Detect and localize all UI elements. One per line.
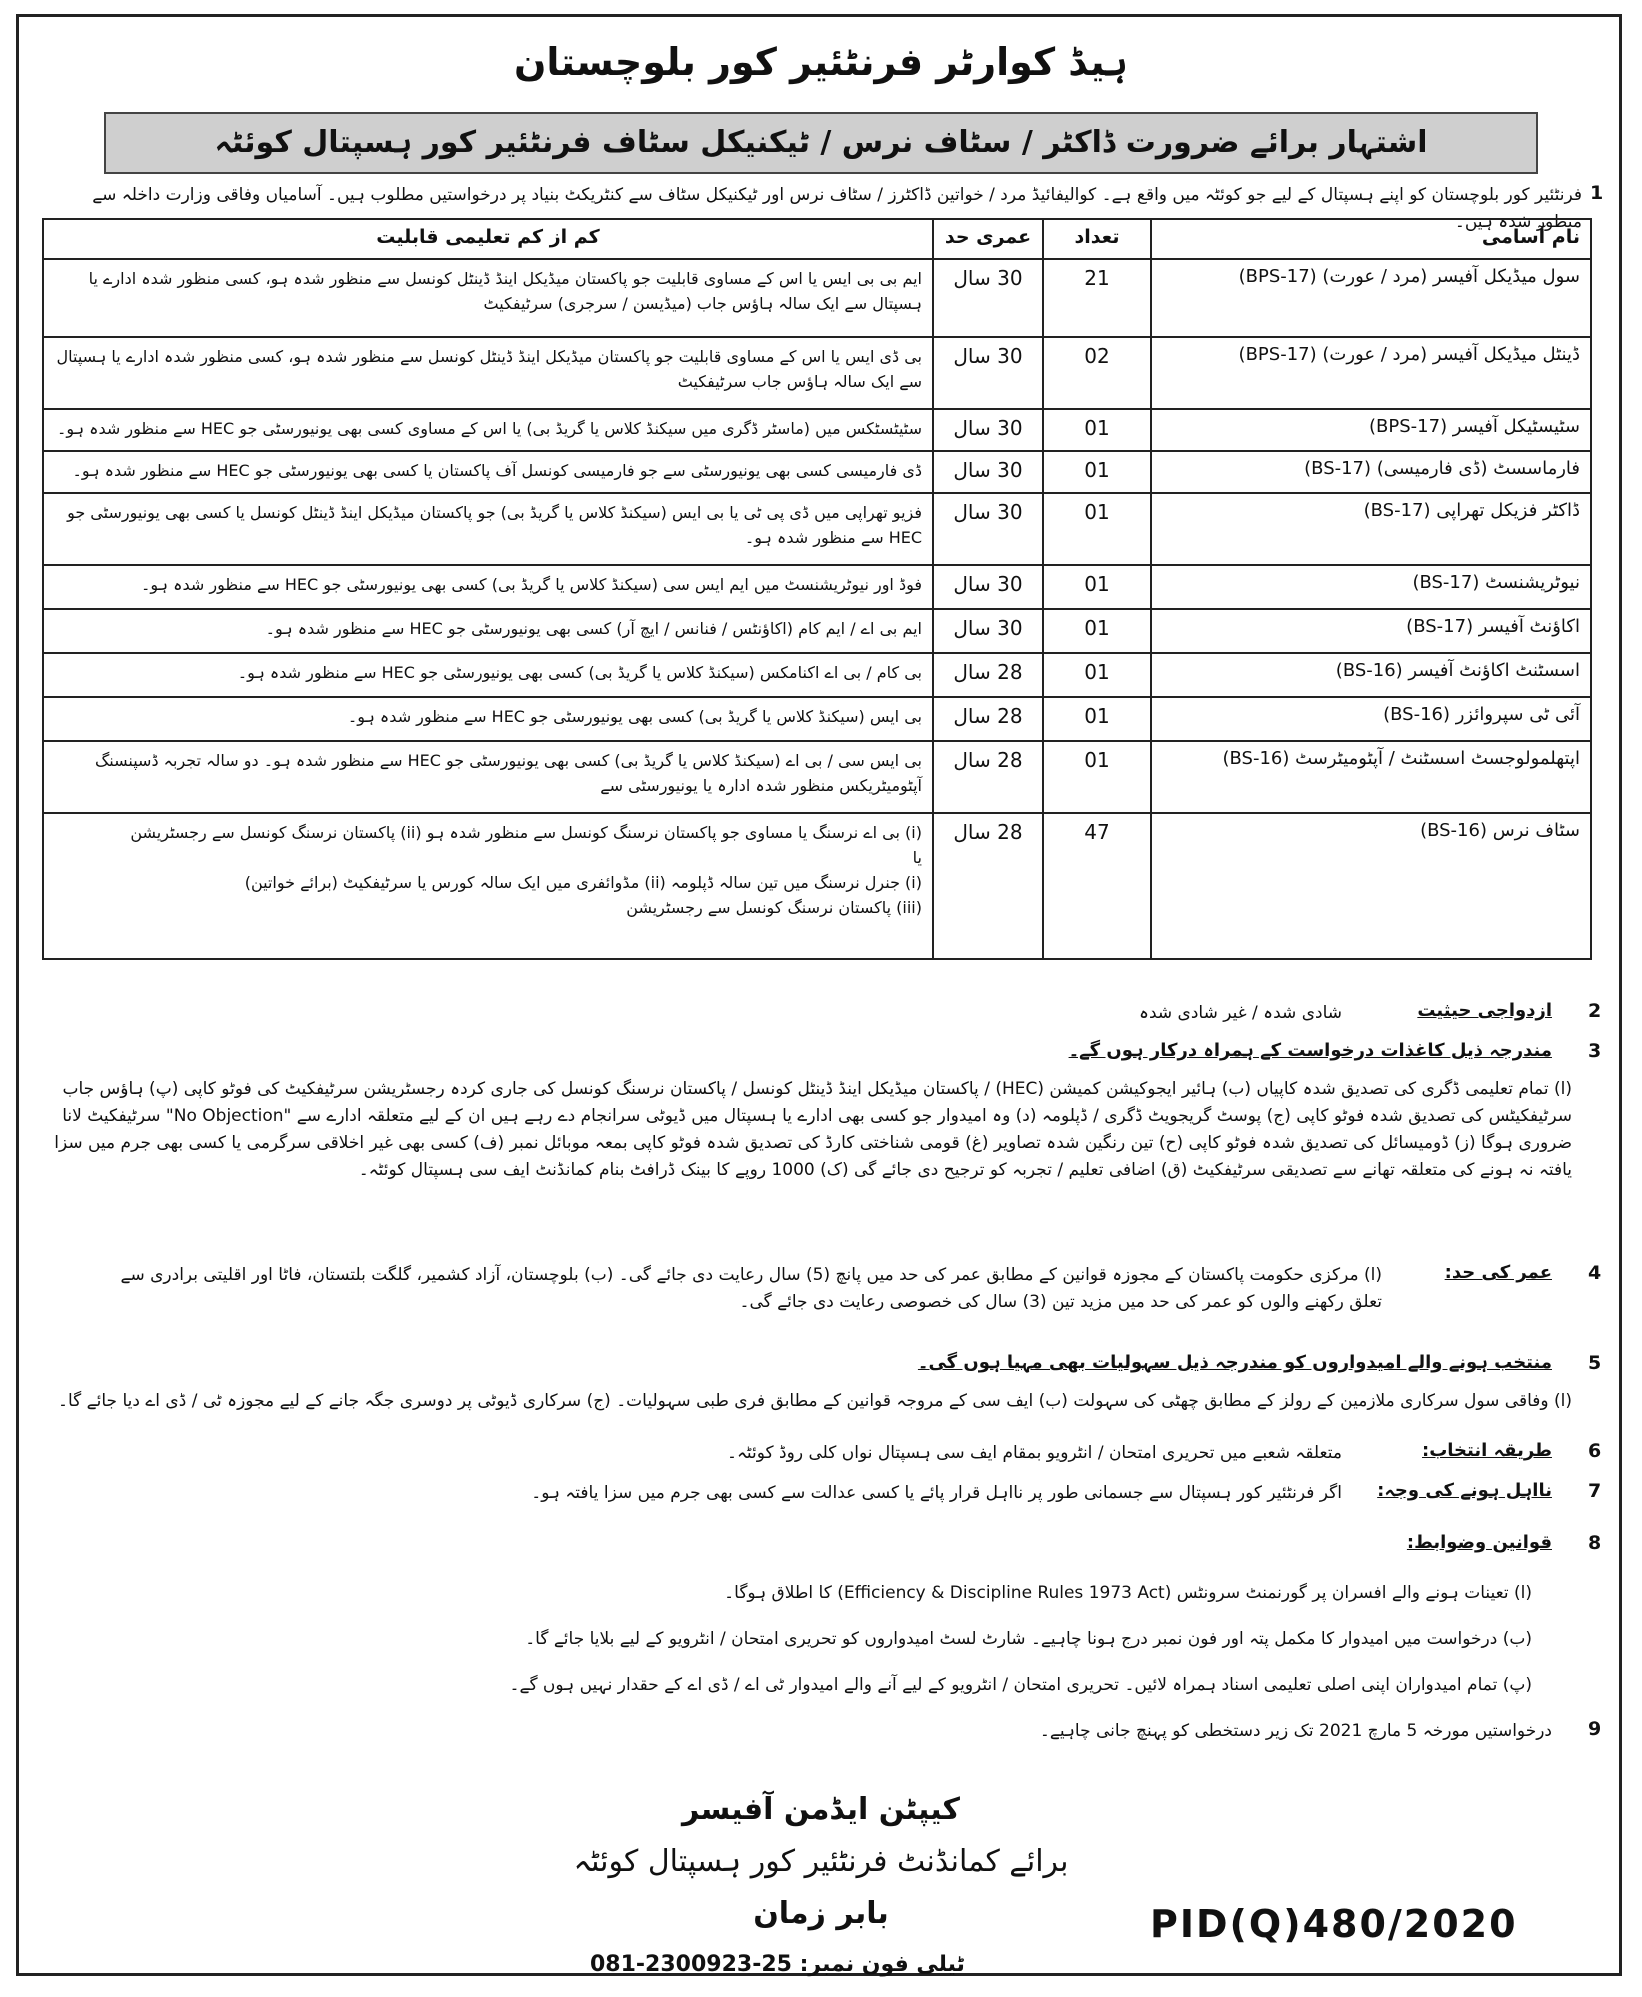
- cell-count: 01: [1043, 609, 1151, 653]
- table-row: [43, 409, 1591, 451]
- cell-qualification: فزیو تھراپی میں ڈی پی ٹی یا بی ایس (سیکنڈ کلاس یا گریڈ بی) جو پاکستان میڈیکل اینڈ ڈینٹل کونسل یا کسی بھی یونیورسٹی جو HEC سے منظور شدہ ہو۔: [43, 493, 933, 565]
- section-text: متعلقہ شعبے میں تحریری امتحان / انٹرویو بمقام ایف سی ہسپتال نواں کلی روڈ کوئٹہ۔: [726, 1443, 1342, 1463]
- section-text: (ا) تمام تعلیمی ڈگری کی تصدیق شدہ کاپیاں (ب) ہائیر ایجوکیشن کمیشن (HEC) / پاکستان میڈیکل اینڈ ڈینٹل کونسل / پاکستان نرسنگ کونسل کی جاری کردہ رجسٹریشن سرٹیفکیٹ کی فوٹو کاپی (پ) ہاؤس جاب سرٹیفکیٹس کی تصدیق شدہ فوٹو کاپی (ج) پوسٹ گریجویٹ ڈگری / ڈپلومہ (د) وہ امیدوار جو کسی بھی ادارے یا ہسپتال میں ڈیوٹی سرانجام دے رہے ہیں ان کے لیے متعلقہ ادارے سے "No Objection" سرٹیفکیٹ لانا ضروری ہوگا (ز) ڈومیسائل کی تصدیق شدہ فوٹو کاپی (ح) تین رنگین شدہ تصاویر (غ) قومی شناختی کارڈ کی تصدیق شدہ فوٹو کاپی بمعہ موبائل نمبر (ف) کسی بھی غیر اخلاقی سرگرمی یا کسی بھی جرم میں سزا یافتہ نہ ہونے کی متعلقہ تھانے سے تصدیقی سرٹیفکیٹ (ق) اضافی تعلیم / تجربہ کو ترجیح دی جائے گی (ک) 1000 روپے کا بینک ڈرافٹ بنام کمانڈنٹ ایف سی ہسپتال کوئٹہ۔: [54, 1079, 1572, 1180]
- cell-age: 28 سال: [933, 653, 1043, 697]
- vacancy-table: [42, 218, 1592, 960]
- cell-count: 01: [1043, 451, 1151, 493]
- table-row: [43, 813, 1591, 959]
- section-number: 6: [1588, 1440, 1602, 1462]
- section-number: 7: [1588, 1480, 1602, 1502]
- section-label: ازدواجی حیثیت: [1417, 1000, 1552, 1021]
- cell-qualification: ایم بی بی ایس یا اس کے مساوی قابلیت جو پاکستان میڈیکل اینڈ ڈینٹل کونسل سے منظور شدہ ہو، کسی منظور شدہ ادارے یا ہسپتال سے ایک سالہ ہاؤس جاب (میڈیسن / سرجری) سرٹیفکیٹ: [43, 259, 933, 337]
- cell-count: 01: [1043, 697, 1151, 741]
- deadline-number: 9: [1588, 1718, 1602, 1740]
- cell-count: 01: [1043, 653, 1151, 697]
- cell-age: 30 سال: [933, 337, 1043, 409]
- cell-post: سٹیسٹیکل آفیسر (BPS-17): [1151, 409, 1591, 451]
- cell-age: 30 سال: [933, 451, 1043, 493]
- table-row: [43, 493, 1591, 565]
- section-number: 3: [1588, 1040, 1602, 1062]
- intro-text: فرنٹئیر کور بلوچستان کو اپنے ہسپتال کے لیے جو کوئٹہ میں واقع ہے۔ کوالیفائیڈ مرد / خواتین ڈاکٹرز / سٹاف نرس اور ٹیکنیکل سٹاف سے کنٹریکٹ بنیاد پر درخواستیں مطلوب ہیں۔ آسامیاں وفاقی وزارت داخلہ سے منظور شدہ ہیں۔: [92, 185, 1582, 232]
- cell-qualification: (i) بی اے نرسنگ یا مساوی جو پاکستان نرسنگ کونسل سے منظور شدہ ہو (ii) پاکستان نرسنگ کونسل سے رجسٹریشن یا (i) جنرل نرسنگ میں تین سالہ ڈپلومہ (ii) مڈوائفری میں ایک سالہ کورس یا سرٹیفکیٹ (برائے خواتین) (iii) پاکستان نرسنگ کونسل سے رجسٹریشن: [43, 813, 933, 959]
- section-number: 8: [1588, 1532, 1602, 1554]
- section-text: اگر فرنٹئیر کور ہسپتال سے جسمانی طور پر نااہل قرار پائے یا کسی عدالت سے کسی بھی جرم میں سزا یافتہ ہو۔: [531, 1483, 1342, 1503]
- cell-count: 21: [1043, 259, 1151, 337]
- phone-number: 081-2300923-25: [590, 1952, 792, 1977]
- cell-post: سٹاف نرس (BS-16): [1151, 813, 1591, 959]
- rule-item: (ب) درخواست میں امیدوار کا مکمل پتہ اور فون نمبر درج ہونا چاہیے۔ شارٹ لسٹ امیدواروں کو تحریری امتحان / انٹرویو کے لیے بلایا جائے گا۔: [525, 1629, 1532, 1649]
- table-row: [43, 741, 1591, 813]
- cell-count: 01: [1043, 565, 1151, 609]
- section-number: 2: [1588, 1000, 1602, 1022]
- cell-post: اکاؤنٹ آفیسر (BS-17): [1151, 609, 1591, 653]
- cell-qualification: بی ڈی ایس یا اس کے مساوی قابلیت جو پاکستان میڈیکل اینڈ ڈینٹل کونسل سے منظور شدہ ہو، کسی منظور شدہ ادارے یا ہسپتال سے ایک سالہ ہاؤس جاب سرٹیفکیٹ: [43, 337, 933, 409]
- section-label: قوانین وضوابط:: [1406, 1532, 1552, 1553]
- cell-age: 28 سال: [933, 741, 1043, 813]
- header-post: نام آسامی: [1151, 219, 1591, 259]
- cell-age: 28 سال: [933, 813, 1043, 959]
- cell-qualification: بی ایس سی / بی اے (سیکنڈ کلاس یا گریڈ بی) کسی بھی یونیورسٹی جو HEC سے منظور شدہ ہو۔ دو سالہ تجربہ ڈسپنسنگ آپٹومیٹریکس منظور شدہ ادارہ یا یونیورسٹی سے: [43, 741, 933, 813]
- cell-post: ڈاکٹر فزیکل تھراپی (BS-17): [1151, 493, 1591, 565]
- table-row: [43, 697, 1591, 741]
- cell-count: 01: [1043, 741, 1151, 813]
- phone-line: [590, 1952, 965, 1977]
- section-label: طریقہ انتخاب:: [1422, 1440, 1552, 1461]
- table-row: [43, 653, 1591, 697]
- signature-for: برائے کمانڈنٹ فرنٹئیر کور ہسپتال کوئٹہ: [573, 1844, 1069, 1879]
- rule-item: (پ) تمام امیدواران اپنی اصلی تعلیمی اسناد ہمراہ لائیں۔ تحریری امتحان / انٹرویو کے لیے آنے والے امیدوار ٹی اے / ڈی اے کے حقدار نہیں ہوں گے۔: [509, 1675, 1532, 1695]
- cell-age: 30 سال: [933, 493, 1043, 565]
- cell-post: سول میڈیکل آفیسر (مرد / عورت) (BPS-17): [1151, 259, 1591, 337]
- cell-qualification: ڈی فارمیسی کسی بھی یونیورسٹی سے جو فارمیسی کونسل آف پاکستان یا کسی بھی یونیورسٹی جو HEC سے منظور شدہ ہو۔: [43, 451, 933, 493]
- rule-item: (ا) تعینات ہونے والے افسران پر گورنمنٹ سرونٹس (Efficiency & Discipline Rules 1973 Act) کا اطلاق ہوگا۔: [724, 1583, 1532, 1603]
- section-text: (ا) مرکزی حکومت پاکستان کے مجوزہ قوانین کے مطابق عمر کی حد میں پانچ (5) سال رعایت دی جائے گی۔ (ب) بلوچستان، آزاد کشمیر، گلگت بلتستان، فاٹا اور اقلیتی برادری سے تعلق رکھنے والوں کو عمر کی حد میں مزید تین (3) سال کی خصوصی رعایت دی جائے گی۔: [120, 1265, 1382, 1312]
- section-number: 5: [1588, 1352, 1602, 1374]
- cell-count: 01: [1043, 409, 1151, 451]
- header-qualification: کم از کم تعلیمی قابلیت: [43, 219, 933, 259]
- cell-age: 30 سال: [933, 259, 1043, 337]
- signature-rank: کیپٹن ایڈمن آفیسر: [682, 1792, 960, 1827]
- pid-reference: PID(Q)480/2020: [1150, 1902, 1518, 1946]
- cell-qualification: فوڈ اور نیوٹریشنسٹ میں ایم ایس سی (سیکنڈ کلاس یا گریڈ بی) کسی بھی یونیورسٹی جو HEC سے منظور شدہ ہو۔: [43, 565, 933, 609]
- cell-age: 30 سال: [933, 609, 1043, 653]
- page-title: ہیڈ کوارٹر فرنٹئیر کور بلوچستان: [513, 40, 1128, 84]
- section-text: (ا) وفاقی سول سرکاری ملازمین کے رولز کے مطابق چھٹی کی سہولت (ب) ایف سی کے مروجہ قوانین کے مطابق فری طبی سہولیات۔ (ج) سرکاری ڈیوٹی پر دوسری جگہ جانے کے لیے مجوزہ ٹی / ڈی اے دیا جائے گا۔: [58, 1391, 1572, 1411]
- cell-qualification: بی ایس (سیکنڈ کلاس یا گریڈ بی) کسی بھی یونیورسٹی جو HEC سے منظور شدہ ہو۔: [43, 697, 933, 741]
- header-age: عمری حد: [933, 219, 1043, 259]
- section-label: منتخب ہونے والے امیدواروں کو مندرجہ ذیل سہولیات بھی مہیا ہوں گی۔: [917, 1352, 1552, 1373]
- table-row: [43, 259, 1591, 337]
- table-row: [43, 337, 1591, 409]
- cell-age: 30 سال: [933, 565, 1043, 609]
- intro-number: 1: [1590, 182, 1604, 204]
- cell-post: آئی ٹی سپروائزر (BS-16): [1151, 697, 1591, 741]
- cell-post: ڈینٹل میڈیکل آفیسر (مرد / عورت) (BPS-17): [1151, 337, 1591, 409]
- table-row: [43, 565, 1591, 609]
- section-number: 4: [1588, 1262, 1602, 1284]
- table-header-row: [43, 219, 1591, 259]
- cell-qualification: ایم بی اے / ایم کام (اکاؤنٹس / فنانس / ایچ آر) کسی بھی یونیورسٹی جو HEC سے منظور شدہ ہو۔: [43, 609, 933, 653]
- phone-label: ٹیلی فون نمبر:: [799, 1952, 965, 1977]
- cell-count: 47: [1043, 813, 1151, 959]
- cell-age: 30 سال: [933, 409, 1043, 451]
- section-label: نااہل ہونے کی وجہ:: [1377, 1480, 1552, 1501]
- section-label: مندرجہ ذیل کاغذات درخواست کے ہمراہ درکار ہوں گے۔: [1068, 1040, 1552, 1061]
- cell-post: اسسٹنٹ اکاؤنٹ آفیسر (BS-16): [1151, 653, 1591, 697]
- section-label: عمر کی حد:: [1444, 1262, 1552, 1283]
- section-text: شادی شدہ / غیر شادی شدہ: [1138, 1003, 1342, 1023]
- signature-name: بابر زمان: [753, 1896, 889, 1931]
- table-row: [43, 609, 1591, 653]
- cell-qualification: بی کام / بی اے اکنامکس (سیکنڈ کلاس یا گریڈ بی) کسی بھی یونیورسٹی جو HEC سے منظور شدہ ہو۔: [43, 653, 933, 697]
- table-row: [43, 451, 1591, 493]
- deadline-text: درخواستیں مورخہ 5 مارچ 2021 تک زیر دستخطی کو پہنچ جانی چاہیے۔: [1039, 1721, 1552, 1741]
- cell-count: 02: [1043, 337, 1151, 409]
- cell-age: 28 سال: [933, 697, 1043, 741]
- header-count: تعداد: [1043, 219, 1151, 259]
- cell-qualification: سٹیٹسٹکس میں (ماسٹر ڈگری میں سیکنڈ کلاس یا گریڈ بی) یا اس کے مساوی کسی بھی یونیورسٹی جو HEC سے منظور شدہ ہو۔: [43, 409, 933, 451]
- cell-post: فارماسسٹ (ڈی فارمیسی) (BS-17): [1151, 451, 1591, 493]
- cell-post: اپتھلمولوجسٹ اسسٹنٹ / آپٹومیٹرسٹ (BS-16): [1151, 741, 1591, 813]
- cell-post: نیوٹریشنسٹ (BS-17): [1151, 565, 1591, 609]
- ad-banner: اشتہار برائے ضرورت ڈاکٹر / سٹاف نرس / ٹیکنیکل سٹاف فرنٹئیر کور ہسپتال کوئٹہ: [104, 112, 1538, 174]
- cell-count: 01: [1043, 493, 1151, 565]
